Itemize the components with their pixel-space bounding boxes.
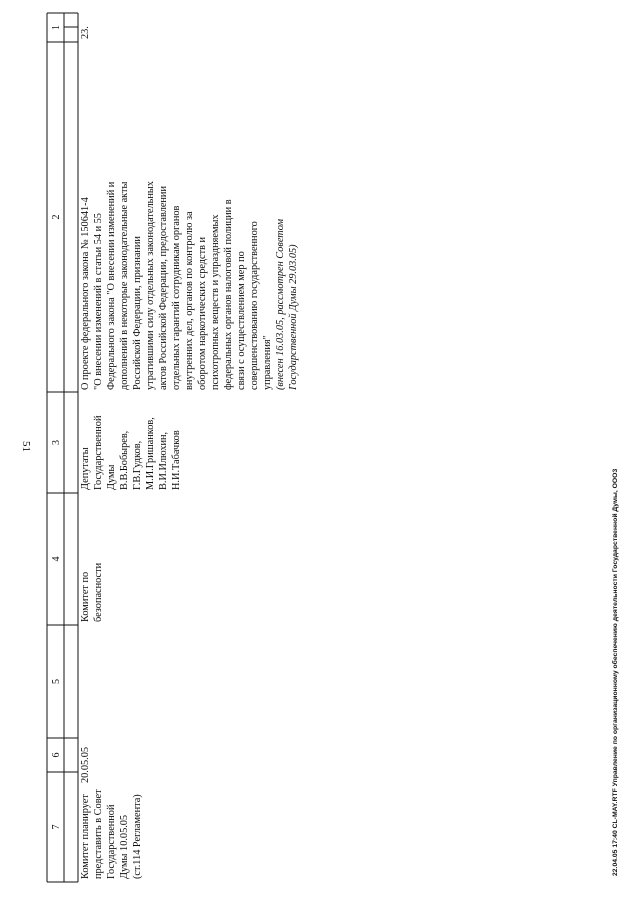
- column-header-4: 4: [51, 556, 62, 562]
- description-line: внутренних дел, органов по контролю за: [184, 211, 195, 390]
- column-header-5: 5: [51, 679, 62, 684]
- initiator-line: Государственной: [93, 415, 104, 490]
- plan-line: Государственной: [106, 804, 117, 879]
- committee-line: Комитет по: [80, 571, 91, 622]
- column-header-6: 6: [51, 752, 62, 758]
- column-header-3: 3: [51, 440, 62, 445]
- row-number: 23.: [80, 26, 91, 39]
- initiator-line: В.В.Бобырев,: [119, 430, 130, 490]
- description-line: отдельных гарантий сотрудникам органов: [171, 205, 182, 390]
- plan-line: Думы 10.05.05: [119, 814, 130, 879]
- initiator-line: М.И.Гришанков,: [145, 417, 156, 490]
- committee-line: безопасности: [93, 562, 104, 622]
- page-number: 51: [20, 441, 32, 452]
- initiator-line: Депутаты: [80, 447, 91, 490]
- description-line: связи с осуществлением мер по: [236, 251, 247, 390]
- description-line: оборотом наркотических средств и: [197, 236, 208, 390]
- plan-line: Комитет планирует: [80, 794, 91, 879]
- description-line: федеральных органов налоговой полиции в: [223, 199, 234, 390]
- description-line: О проекте федерального закона № 150641-4: [80, 197, 91, 390]
- description-line: Российской Федерации, признании: [132, 236, 143, 390]
- description-line: утратившими силу отдельных законодательных: [145, 181, 156, 390]
- description-line: совершенствованию государственного: [249, 221, 260, 390]
- initiator-line: Г.В.Гудков,: [132, 440, 143, 490]
- initiator-line: Н.И.Табачков: [171, 430, 182, 490]
- plan-line: представить в Совет: [93, 789, 104, 879]
- column-header-1: 1: [51, 25, 62, 30]
- column-header-2: 2: [51, 214, 62, 220]
- description-line: актов Российской Федерации, предоставлении: [158, 186, 169, 390]
- row-date: 20.05.05: [80, 746, 91, 783]
- status-note-line: (внесен 16.03.05, рассмотрен Советом: [275, 218, 286, 390]
- plan-line: (ст.114 Регламента): [132, 794, 143, 879]
- description-line: Федерального закона "О внесении изменений и: [106, 181, 117, 390]
- initiator-line: Думы: [106, 464, 117, 490]
- initiator-line: В.И.Илюхин,: [158, 431, 169, 490]
- description-line: дополнений в некоторые законодательные акты: [119, 181, 130, 390]
- description-line: управления": [262, 335, 273, 390]
- footer-note: 22.04.05 17:40 CL-MAY.RTF Управление по организационному обеспечению деятельности Государственной Думы, ООО3: [612, 468, 619, 876]
- column-header-7: 7: [51, 824, 62, 830]
- description-line: психотропных веществ и упраздняемых: [210, 214, 221, 390]
- status-note-line: Государственной Думы 29.03.05): [288, 244, 299, 390]
- description-line: "О внесении изменений в статьи 54 и 55: [93, 213, 104, 390]
